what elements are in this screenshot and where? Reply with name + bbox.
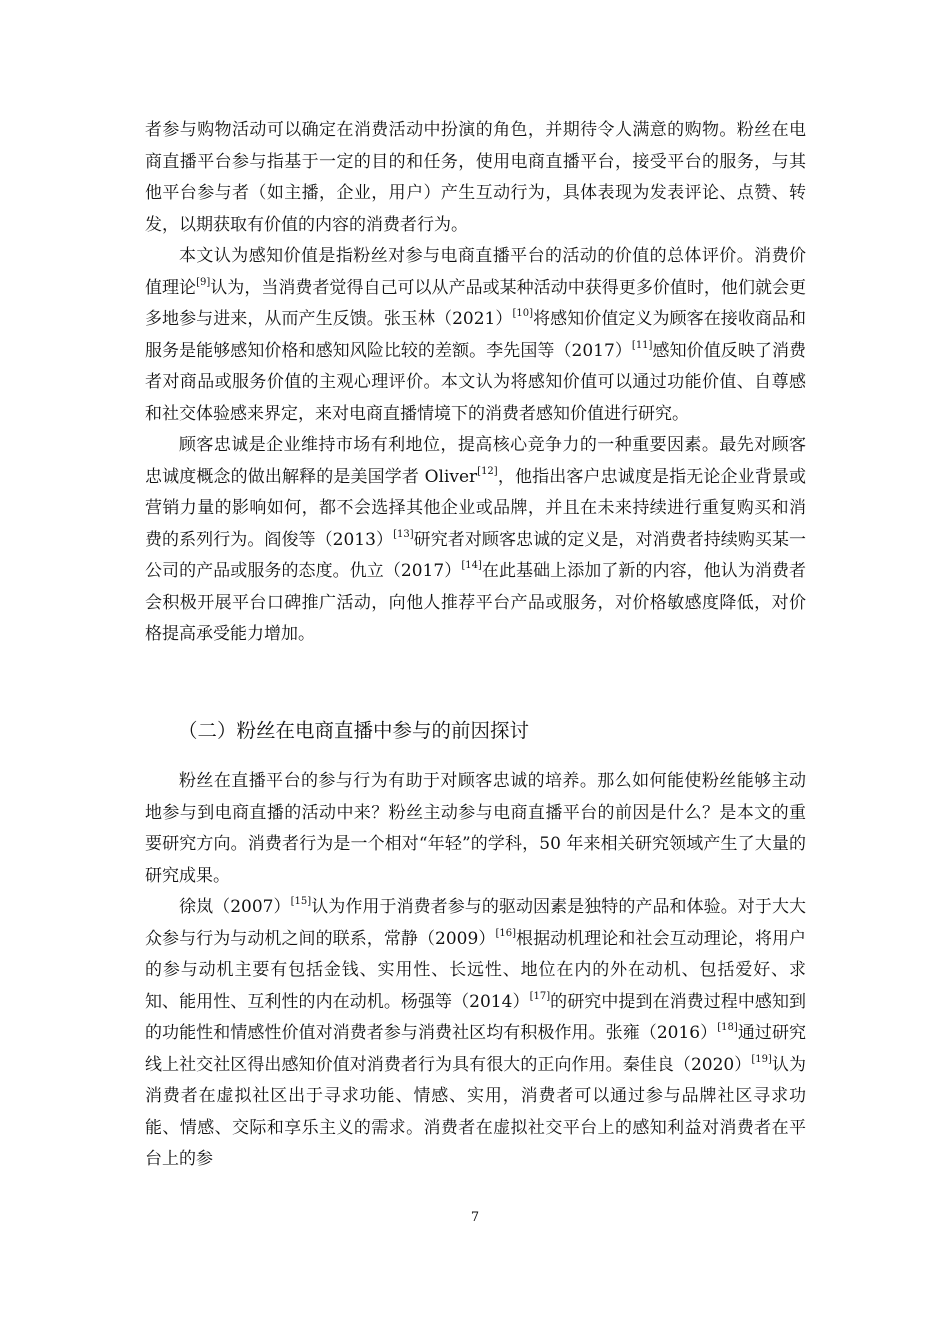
citation-ref-14: [14] [461, 560, 482, 572]
paragraph-customer-loyalty: 顾客忠诚是企业维持市场有利地位，提高核心竞争力的一种重要因素。最先对顾客忠诚度概念的做出解释的是美国学者 Oliver[12]，他指出客户忠诚度是指无论企业背景或营销力量的影响如何，都不会选择其他企业或品牌，并且在未来持续进行重复购买和消费的系列行为。阎俊等（2013）[13]研究者对顾客忠诚的定义是，对消费者持续购买某一公司的产品或服务的态度。仇立（2017）[14]在此基础上添加了新的内容，他认为消费者会积极开展平台口碑推广活动，向他人推荐平台产品或服务，对价格敏感度降低，对价格提高承受能力增加。 [145, 435, 807, 644]
citation-ref-10: [10] [512, 308, 534, 320]
section-heading: （二）粉丝在电商直播中参与的前因探讨 [178, 719, 530, 742]
citation-ref-13: [13] [393, 528, 414, 540]
paragraph-participation-drivers: 徐岚（2007）[15]认为作用于消费者参与的驱动因素是独特的产品和体验。对于大大众参与行为与动机之间的联系，常静（2009）[16]根据动机理论和社会互动理论，将用户的参与动机主要有包括金钱、实用性、长远性、地位在内的外在动机、包括爱好、求知、能用性、互利性的内在动机。杨强等（2014）[17]的研究中提到在消费过程中感知到的功能性和情感性价值对消费者参与消费社区均有积极作用。张雍（2016）[18]通过研究线上社交社区得出感知价值对消费者行为具有很大的正向作用。秦佳良（2020）[19]认为消费者在虚拟社区出于寻求功能、情感、实用，消费者可以通过参与品牌社区寻求功能、情感、交际和享乐主义的需求。消费者在虚拟社交平台上的感知利益对消费者在平台上的参 [145, 896, 807, 1169]
citation-ref-19: [19] [751, 1053, 772, 1065]
citation-ref-15: [15] [290, 896, 312, 908]
page-number: 7 [470, 1210, 480, 1225]
paragraph-research-direction: 粉丝在直播平台的参与行为有助于对顾客忠诚的培养。那么如何能使粉丝能够主动地参与到电商直播的活动中来？粉丝主动参与电商直播平台的前因是什么？是本文的重要研究方向。消费者行为是一个相对“年轻”的学科，50 年来相关研究领域产生了大量的研究成果。 [145, 771, 806, 886]
paragraph-perceived-value: 本文认为感知价值是指粉丝对参与电商直播平台的活动的价值的总体评价。消费价值理论[9]认为，当消费者觉得自己可以从产品或某种活动中获得更多价值时，他们就会更多地参与进来，从而产生反馈。张玉林（2021）[10]将感知价值定义为顾客在接收商品和服务是能够感知价格和感知风险比较的差额。李先国等（2017）[11]感知价值反映了消费者对商品或服务价值的主观心理评价。本文认为将感知价值可以通过功能价值、自尊感和社交体验感来界定，来对电商直播情境下的消费者感知价值进行研究。 [145, 246, 807, 424]
body-text-upper [145, 115, 806, 651]
citation-ref-16: [16] [495, 927, 516, 939]
citation-ref-11: [11] [631, 339, 653, 351]
citation-ref-17: [17] [529, 990, 551, 1002]
citation-ref-12: [12] [477, 465, 498, 477]
paragraph-participation-definition: 者参与购物活动可以确定在消费活动中扮演的角色，并期待令人满意的购物。粉丝在电商直播平台参与指基于一定的目的和任务，使用电商直播平台，接受平台的服务，与其他平台参与者（如主播，企业，用户）产生互动行为，具体表现为发表评论、点赞、转发，以期获取有价值的内容的消费者行为。 [145, 120, 806, 235]
citation-ref-9: [9] [196, 276, 211, 288]
body-text-lower [145, 766, 806, 1176]
citation-ref-18: [18] [717, 1022, 738, 1034]
